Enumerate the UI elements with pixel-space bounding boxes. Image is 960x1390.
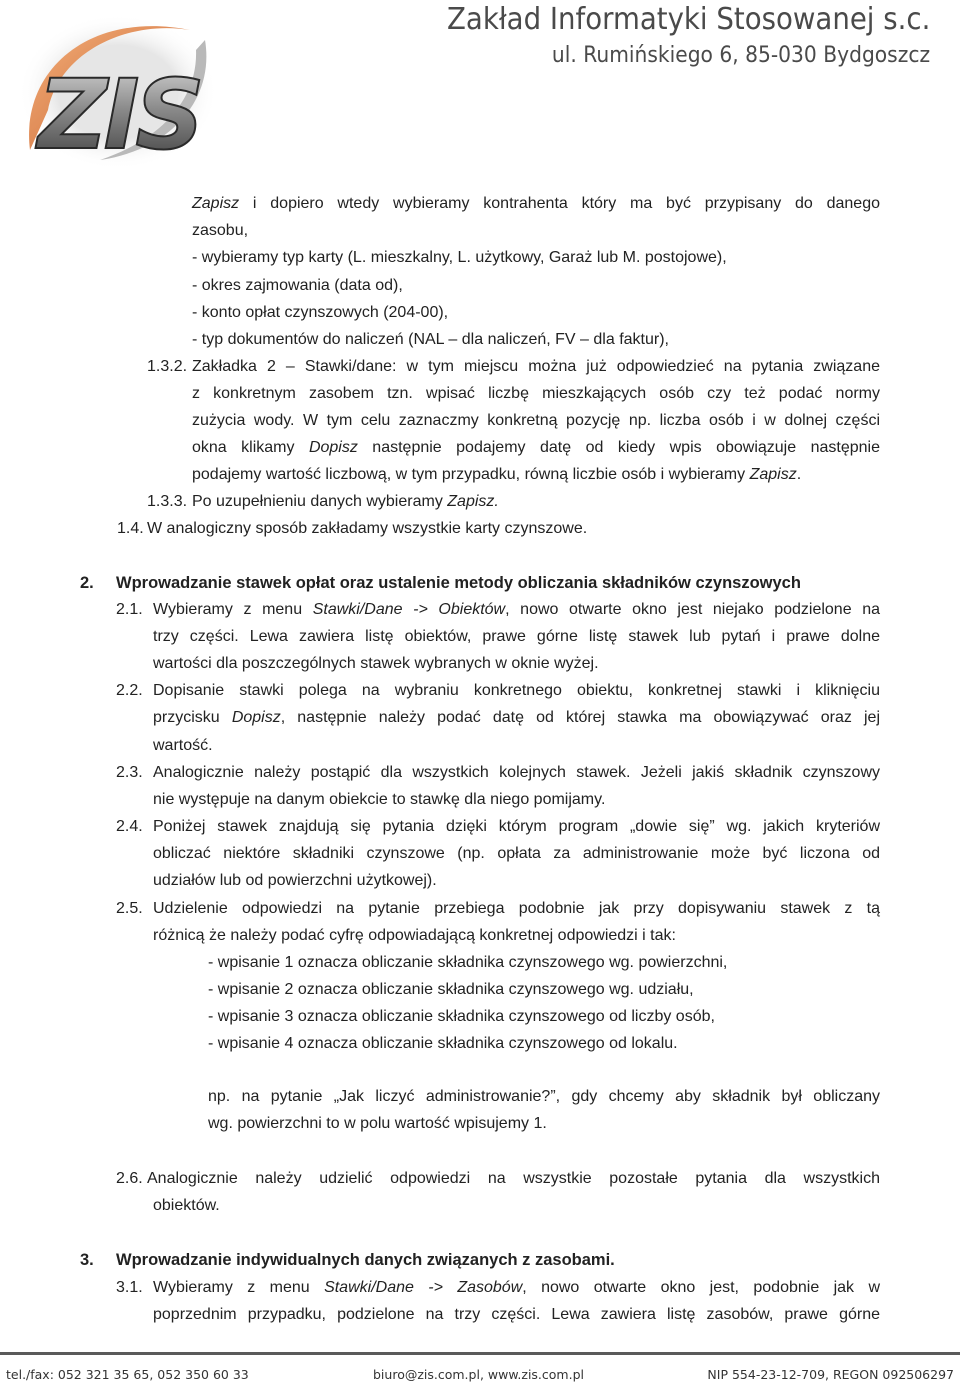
emphasis: Zapisz: [749, 466, 797, 483]
item-1-3-2-line-4: [192, 438, 880, 458]
item-number: 2.3.: [116, 764, 143, 781]
item-2-1-line-3: wartości dla poszczególnych stawek wybranych w oknie wyżej.: [153, 655, 599, 672]
item-2-1-line-1: [153, 600, 880, 620]
section-2-number: 2.: [80, 574, 94, 592]
option-item: - wpisanie 1 oznacza obliczanie składnika czynszowego wg. powierzchni,: [208, 954, 728, 971]
item-1-3-2-line-2: z konkretnym zasobem tzn. wpisać liczbę mieszkających osób czy też podać normy: [192, 385, 880, 402]
company-name: Zakład Informatyki Stosowanej s.c.: [446, 2, 930, 37]
emphasis: Dopisz: [231, 709, 281, 726]
item-2-3-line-2: nie występuje na danym obiekcie to stawkę dla niego pomijamy.: [153, 791, 606, 808]
item-number: 2.5.: [116, 900, 143, 917]
item-1-3-2-line-3: zużycia wody. W tym celu zaznaczmy konkretną pozycję np. liczba osób i w dolnej części: [192, 412, 880, 429]
example-line-1: np. na pytanie „Jak liczyć administrowanie?”, gdy chcemy aby składnik był obliczany: [208, 1088, 880, 1105]
option-item: - wpisanie 2 oznacza obliczanie składnika czynszowego wg. udziału,: [208, 981, 694, 998]
zis-logo: [0, 0, 215, 170]
item-3-1-line-2: poprzednim przypadku, podzielone na trzy części. Lewa zawiera listę zasobów, prawe górne: [153, 1306, 880, 1323]
text: następnie podajemy datę od kiedy wpis obowiązuje następnie: [372, 439, 880, 456]
text: , nowo otwarte okno jest, podobnie jak w: [522, 1279, 881, 1296]
section-3-title: Wprowadzanie indywidualnych danych związanych z zasobami.: [116, 1251, 615, 1269]
text: .: [796, 466, 802, 483]
text: przycisku: [153, 709, 220, 726]
company-address: ul. Rumińskiego 6, 85-030 Bydgoszcz: [551, 43, 930, 68]
example-line-2: wg. powierzchni to w polu wartość wpisujemy 1.: [208, 1115, 547, 1132]
p-top-line-5: - konto opłat czynszowych (204-00),: [192, 304, 449, 321]
option-item: - wpisanie 3 oznacza obliczanie składnika czynszowego od liczby osób,: [208, 1008, 715, 1025]
p-top-line-1: [192, 194, 880, 214]
p-top-line-4: - okres zajmowania (data od),: [192, 277, 403, 294]
emphasis: Zapisz.: [447, 493, 499, 510]
item-number: 2.4.: [116, 818, 143, 835]
item-2-2-line-1: Dopisanie stawki polega na wybraniu konkretnego obiektu, konkretnej stawki i kliknięciu: [153, 682, 880, 699]
page-footer: [0, 1352, 960, 1390]
item-2-6-line-1: Analogicznie należy udzielić odpowiedzi na wszystkie pozostałe pytania dla wszystkich: [147, 1170, 880, 1187]
text: i dopiero wtedy wybieramy kontrahenta który ma być przypisany do danego: [252, 195, 880, 212]
item-1-3-2-line-5: [192, 465, 801, 485]
emphasis: Zapisz: [192, 195, 240, 212]
footer-phone: tel./fax: 052 321 35 65, 052 350 60 33: [6, 1367, 249, 1382]
text: , nowo otwarte okno jest niejako podzielone na: [505, 601, 881, 618]
p-top-line-6: - typ dokumentów do naliczeń (NAL – dla naliczeń, FV – dla faktur),: [192, 331, 669, 348]
p-top-line-2: zasobu,: [192, 222, 249, 239]
item-number: 1.3.3.: [147, 493, 188, 510]
item-2-5-line-2: różnicą że należy podać cyfrę odpowiadającą konkretnej odpowiedzi i tak:: [153, 927, 676, 944]
text: okna klikamy: [192, 439, 295, 456]
item-2-3-line-1: Analogicznie należy postąpić dla wszystkich kolejnych stawek. Jeżeli jakiś składnik czynszowy: [153, 764, 880, 781]
item-number: 2.1.: [116, 601, 143, 618]
item-number: 3.1.: [116, 1279, 143, 1296]
emphasis: Stawki/Dane -> Obiektów: [312, 601, 506, 618]
item-2-5-line-1: Udzielenie odpowiedzi na pytanie przebiega podobnie jak przy dopisywaniu stawek z tą: [153, 900, 880, 917]
logo-text: ZIS: [38, 59, 201, 170]
section-3-number: 3.: [80, 1251, 94, 1269]
emphasis: Stawki/Dane -> Zasobów: [324, 1279, 523, 1296]
item-1-4: W analogiczny sposób zakładamy wszystkie karty czynszowe.: [147, 520, 588, 537]
footer-web: biuro@zis.com.pl, www.zis.com.pl: [373, 1367, 584, 1382]
text: podajemy wartość liczbową, w tym przypadku, równą liczbie osób i wybieramy: [192, 466, 746, 483]
item-2-1-line-2: trzy części. Lewa zawiera listę obiektów, prawe górne listę stawek lub pytań i prawe dolne: [153, 628, 880, 645]
text: Wybieramy z menu: [153, 601, 303, 618]
p-top-line-3: - wybieramy typ karty (L. mieszkalny, L. użytkowy, Garaż lub M. postojowe),: [192, 249, 727, 266]
item-number: 2.2.: [116, 682, 143, 699]
item-number: 1.4.: [117, 520, 144, 537]
text: Po uzupełnieniu danych wybieramy: [192, 493, 443, 510]
footer-ids: NIP 554-23-12-709, REGON 092506297: [707, 1367, 954, 1382]
section-2-title: Wprowadzanie stawek opłat oraz ustalenie metody obliczania składników czynszowych: [116, 574, 801, 592]
item-number: 1.3.2.: [147, 358, 188, 375]
item-2-4-line-3: udziałów lub od powierzchni użytkowej).: [153, 872, 437, 889]
item-1-3-3: [192, 492, 499, 512]
text: , następnie należy podać datę od której stawka ma obowiązywać oraz jej: [280, 709, 881, 726]
option-item: - wpisanie 4 oznacza obliczanie składnika czynszowego od lokalu.: [208, 1035, 678, 1052]
item-2-4-line-2: obliczać niektóre składniki czynszowe (np. opłata za administrowanie może być liczona od: [153, 845, 880, 862]
item-1-3-2-line-1: Zakładka 2 – Stawki/dane: w tym miejscu można już odpowiedzieć na pytania związane: [192, 358, 880, 375]
page-header: [0, 0, 960, 175]
item-2-6-line-2: obiektów.: [153, 1197, 220, 1214]
text: Wybieramy z menu: [153, 1279, 310, 1296]
item-2-4-line-1: Poniżej stawek znajdują się pytania dzięki którym program „dowie się” wg. jakich kryteriów: [153, 818, 880, 835]
item-3-1-line-1: [153, 1278, 880, 1298]
item-2-2-line-2: [153, 708, 880, 728]
emphasis: Dopisz: [308, 439, 358, 456]
item-2-2-line-3: wartość.: [153, 737, 213, 754]
item-number: 2.6.: [116, 1170, 143, 1187]
